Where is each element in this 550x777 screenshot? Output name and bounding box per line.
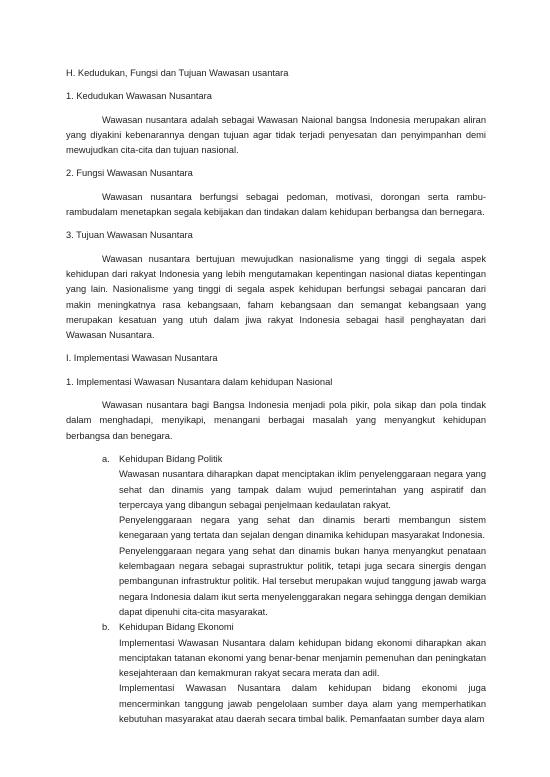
list-item-text: Penyelenggaraan negara yang sehat dan dinamis bukan hanya menyangkut penataan kelembagaan negara sebagai suprastruktur politik, tetapi juga secara sinergis dengan pembangunan infrastruktur politik. Hal tersebut merupakan wujud tanggung jawab warga negara Indonesia dalam ikut serta menyelenggarakan negara sehingga dengan demikian dapat dipenuhi cita-cita masyarakat. xyxy=(119,545,486,617)
document-body xyxy=(66,66,486,727)
list-marker: b. xyxy=(102,622,110,633)
list-item-text: Penyelenggaraan negara yang sehat dan dinamis berarti membangun sistem kenegaraan yang tertata dan sejalan dengan dinamika kehidupan masyarakat Indonesia. xyxy=(119,515,486,541)
list-item-politik xyxy=(102,452,486,620)
paragraph-kedudukan: Wawasan nusantara adalah sebagai Wawasan Naional bangsa Indonesia merupakan aliran yang diyakini kebenarannya dengan tujuan agar tidak terjadi penyesatan dan penyimpanhan demi mewujudkan cita-cita dan tujuan nasional. xyxy=(66,114,486,156)
heading-kedudukan: 1. Kedudukan Wawasan Nusantara xyxy=(66,91,212,102)
list-item-title: Kehidupan Bidang Ekonomi xyxy=(119,622,234,633)
list-marker: a. xyxy=(102,453,110,464)
list-item-title: Kehidupan Bidang Politik xyxy=(119,453,223,464)
section-title-h: H. Kedudukan, Fungsi dan Tujuan Wawasan usantara xyxy=(66,68,289,78)
implementation-list xyxy=(66,452,486,727)
list-item-text: Implementasi Wawasan Nusantara dalam kehidupan bidang ekonomi diharapkan akan menciptakan tatanan ekonomi yang benar-benar menjamin pemenuhan dan peningkatan kesejahteraan dan kemakmuran rakyat secara merata dan adil. xyxy=(119,637,486,679)
list-item-ekonomi xyxy=(102,620,486,727)
heading-fungsi: 2. Fungsi Wawasan Nusantara xyxy=(66,168,193,179)
paragraph-implementasi-nasional: Wawasan nusantara bagi Bangsa Indonesia menjadi pola pikir, pola sikap dan pola tindak dalam menghadapi, menyikapi, menangani berbagai masalah yang menyangkut kehidupan berbangsa dan benegara. xyxy=(66,400,486,441)
section-title-i: I. Implementasi Wawasan Nusantara xyxy=(66,353,218,364)
list-item-text: Implementasi Wawasan Nusantara dalam kehidupan bidang ekonomi juga mencerminkan tanggung jawab pengelolaan sumber daya alam yang memperhatikan kebutuhan masyarakat atau daerah secara timbal balik. Pemanfaatan sumber daya alam xyxy=(119,683,486,724)
list-item-text: Wawasan nusantara diharapkan dapat menciptakan iklim penyelenggaraan negara yang sehat dan dinamis yang tampak dalam wujud pemerintahan yang aspiratif dan terpercaya yang dibangun sebagai penjelmaan kedaulatan rakyat. xyxy=(119,469,486,510)
heading-implementasi-nasional: 1. Implementasi Wawasan Nusantara dalam kehidupan Nasional xyxy=(66,376,333,387)
paragraph-fungsi: Wawasan nusantara berfungsi sebagai pedoman, motivasi, dorongan serta rambu-rambudalam menetapkan segala kebijakan dan tindakan dalam kehidupan berbangsa dan bernegara. xyxy=(66,191,486,218)
heading-tujuan: 3. Tujuan Wawasan Nusantara xyxy=(66,230,193,241)
paragraph-tujuan: Wawasan nusantara bertujuan mewujudkan nasionalisme yang tinggi di segala aspek kehidupan dari rakyat Indonesia yang lebih mengutamakan kepentingan nasional diatas kepentingan yang lain. Nasionalisme yang tinggi di segala aspek kehidupan berfungsi sebagai pancaran dari makin meningkatnya rasa kebangsaan, faham kebangsaan dan semangat kebangsaan yang merupakan kesatuan yang utuh dalam jiwa rakyat Indonesia sebagai hasil penghayatan dari Wawasan Nusantara. xyxy=(66,253,486,341)
